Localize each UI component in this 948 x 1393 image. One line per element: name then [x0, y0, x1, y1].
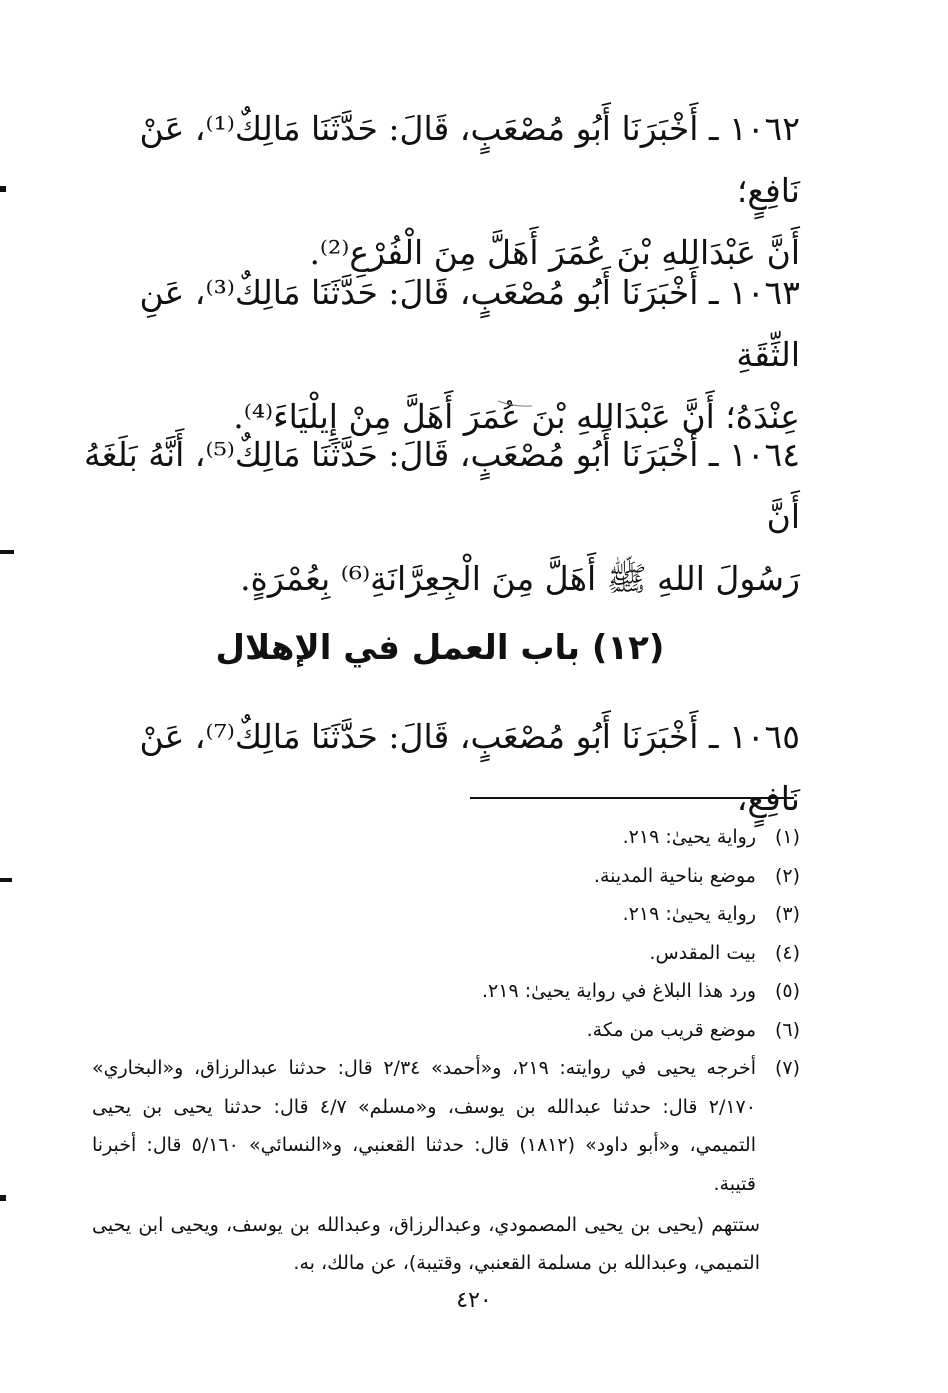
hadith-1063-line-2: عِنْدَهُ؛ أَنَّ عَبْدَاللهِ بْنَ عُمَرَ أَهَلَّ مِنْ إِيلْيَاءَ⁽⁴⁾.	[233, 397, 800, 436]
footnote-number: (٧)	[774, 1057, 800, 1079]
footnote-separator	[470, 797, 794, 799]
hadith-1062-line-1: ١٠٦٢ ـ أَخْبَرَنَا أَبُو مُصْعَبٍ، قَالَ: حَدَّثَنَا مَالِكٌ⁽¹⁾، عَنْ نَافِعٍ؛	[139, 109, 800, 210]
chapter-heading: (١٢) باب العمل في الإهلال	[215, 628, 665, 668]
footnote-number: (٣)	[774, 903, 800, 925]
scan-edge-mark	[0, 186, 6, 192]
hadith-1064-line-1: ١٠٦٤ ـ أَخْبَرَنَا أَبُو مُصْعَبٍ، قَالَ: حَدَّثَنَا مَالِكٌ⁽⁵⁾، أَنَّهُ بَلَغَهُ أَنَّ	[84, 435, 800, 536]
footnote-number: (٤)	[774, 941, 800, 964]
footnote-summary: ستتهم (يحيى بن يحيى المصمودي، وعبدالرزاق، وعبدالله بن يوسف، ويحيى ابن يحيى التميمي، وعبدالله بن مسلمة القعنبي، وقتيبة)، عن مالك، به.	[92, 1214, 760, 1274]
hadith-1064	[80, 424, 800, 610]
hadith-1062-line-2: أَنَّ عَبْدَاللهِ بْنَ عُمَرَ أَهَلَّ مِنَ الْفُرْعِ⁽²⁾.	[309, 233, 800, 272]
footnote-number: (٢)	[774, 864, 800, 887]
footnote-text: رواية يحيىٰ: ٢١٩.	[622, 826, 756, 848]
footnote-number: (٥)	[774, 980, 800, 1002]
scan-edge-mark	[0, 550, 14, 554]
footnote-text: موضع قريب من مكة.	[586, 1018, 756, 1041]
hadith-1065	[80, 706, 800, 830]
footnote-number: (٦)	[774, 1018, 800, 1041]
scan-edge-mark	[0, 1195, 6, 1201]
footnote-text: أخرجه يحيى في روايته: ٢١٩، و«أحمد» ٢/٣٤ قال: حدثنا عبدالرزاق، و«البخاري» ٢/١٧٠ قال: حدثنا عبدالله بن يوسف، و«مسلم» ٤/٧ قال: حدثنا يحيى بن يحيى التميمي، و«أبو داود» (١٨١٢) قال: حدثنا القعنبي، و«النسائي» ٥/١٦٠ قال: أخبرنا قتيبة.	[92, 1057, 756, 1195]
footnote-text: ورد هذا البلاغ في رواية يحيىٰ: ٢١٩.	[481, 980, 756, 1002]
footnote-1	[92, 818, 800, 857]
hadith-1063	[80, 262, 800, 448]
footnote-text: رواية يحيىٰ: ٢١٩.	[622, 903, 756, 925]
footnote-text: بيت المقدس.	[649, 941, 756, 964]
footnote-5	[92, 972, 800, 1011]
footnote-7	[92, 1049, 800, 1203]
pen-scribble-mark	[496, 397, 536, 411]
footnote-2	[92, 857, 800, 896]
hadith-1064-line-2: رَسُولَ اللهِ ﷺ أَهَلَّ مِنَ الْجِعِرَّانَةِ⁽⁶⁾ بِعُمْرَةٍ.	[240, 559, 800, 598]
hadith-1063-line-1: ١٠٦٣ ـ أَخْبَرَنَا أَبُو مُصْعَبٍ، قَالَ: حَدَّثَنَا مَالِكٌ⁽³⁾، عَنِ الثِّقَةِ	[139, 273, 800, 374]
footnote-text: موضع بناحية المدينة.	[593, 864, 756, 887]
footnote-number: (١)	[774, 826, 800, 848]
page-number: ٤٢٠	[456, 1288, 492, 1313]
footnote-4	[92, 934, 800, 973]
hadith-1062	[80, 98, 800, 284]
hadith-1065-line-1: ١٠٦٥ ـ أَخْبَرَنَا أَبُو مُصْعَبٍ، قَالَ: حَدَّثَنَا مَالِكٌ⁽⁷⁾، عَنْ نَافِعٍ،	[139, 717, 800, 818]
scan-edge-mark	[0, 878, 12, 882]
footnote-6	[92, 1011, 800, 1050]
footnotes	[92, 818, 800, 1203]
footnote-3	[92, 895, 800, 934]
